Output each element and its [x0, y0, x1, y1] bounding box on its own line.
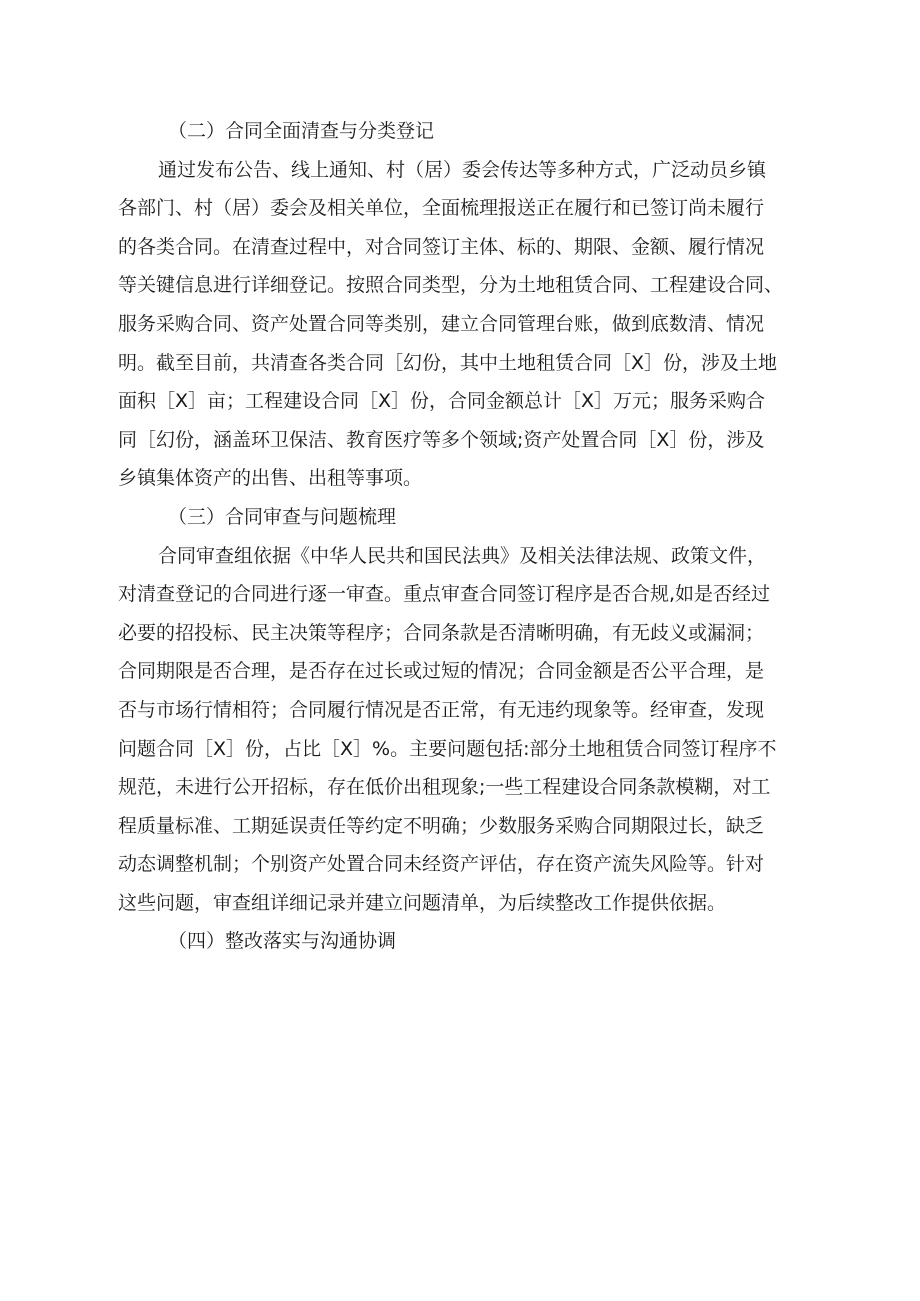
- section-2-paragraph: [118, 151, 808, 498]
- section-heading-3: （三）合同审查与问题梳理: [168, 505, 397, 528]
- paragraph-line: 乡镇集体资产的出售、出租等事项。: [118, 467, 423, 490]
- paragraph-line: 动态调整机制；个别资产处置合同未经资产评估，存在资产流失风险等。针对: [118, 853, 765, 876]
- paragraph-line: 程质量标准、工期延误责任等约定不明确；少数服务采购合同期限过长，缺乏: [118, 814, 765, 837]
- paragraph-line: 对清查登记的合同进行逐一审查。重点审查合同签订程序是否合规,如是否经过: [118, 583, 771, 606]
- paragraph-line: 否与市场行情相符；合同履行情况是否正常，有无违约现象等。经审查，发现: [118, 698, 765, 721]
- paragraph-line: 各部门、村（居）委会及相关单位，全面梳理报送正在履行和已签订尚未履行: [118, 197, 765, 220]
- section-heading-4: （四）整改落实与沟通协调: [168, 930, 397, 953]
- section-heading-2: （二）合同全面清查与分类登记: [168, 120, 435, 142]
- paragraph-line: 面积［X］亩；工程建设合同［X］份，合同金额总计［X］万元；服务采购合: [118, 390, 766, 413]
- paragraph-line: 合同审查组依据《中华人民共和国民法典》及相关法律法规、政策文件，: [158, 544, 767, 567]
- paragraph-line: 服务采购合同、资产处置合同等类别，建立合同管理台账，做到底数清、情况: [118, 312, 765, 335]
- paragraph-line: 合同期限是否合理，是否存在过长或过短的情况；合同金额是否公平合理，是: [118, 660, 765, 683]
- paragraph-line: 必要的招投标、民主决策等程序；合同条款是否清晰明确，有无歧义或漏洞；: [118, 621, 765, 644]
- paragraph-line: 通过发布公告、线上通知、村（居）委会传达等多种方式，广泛动员乡镇: [158, 158, 767, 181]
- paragraph-line: 的各类合同。在清查过程中，对合同签订主体、标的、期限、金额、履行情况: [118, 235, 765, 258]
- paragraph-line: 问题合同［X］份，占比［X］%。主要问题包括:部分土地租赁合同签订程序不: [118, 737, 777, 760]
- paragraph-line: 等关键信息进行详细登记。按照合同类型，分为土地租赁合同、工程建设合同、: [118, 274, 784, 297]
- section-3-paragraph: [118, 537, 808, 923]
- paragraph-line: 规范，未进行公开招标，存在低价出租现象;一些工程建设合同条款模糊，对工: [118, 776, 771, 799]
- document-body: [118, 112, 808, 961]
- paragraph-line: 这些问题，审查组详细记录并建立问题清单，为后续整改工作提供依据。: [118, 891, 727, 914]
- paragraph-line: 明。截至目前，共清查各类合同［幻份，其中土地租赁合同［X］份，涉及土地: [118, 351, 778, 374]
- paragraph-line: 同［幻份，涵盖环卫保洁、教育医疗等多个领域;资产处置合同［X］份，涉及: [118, 428, 765, 451]
